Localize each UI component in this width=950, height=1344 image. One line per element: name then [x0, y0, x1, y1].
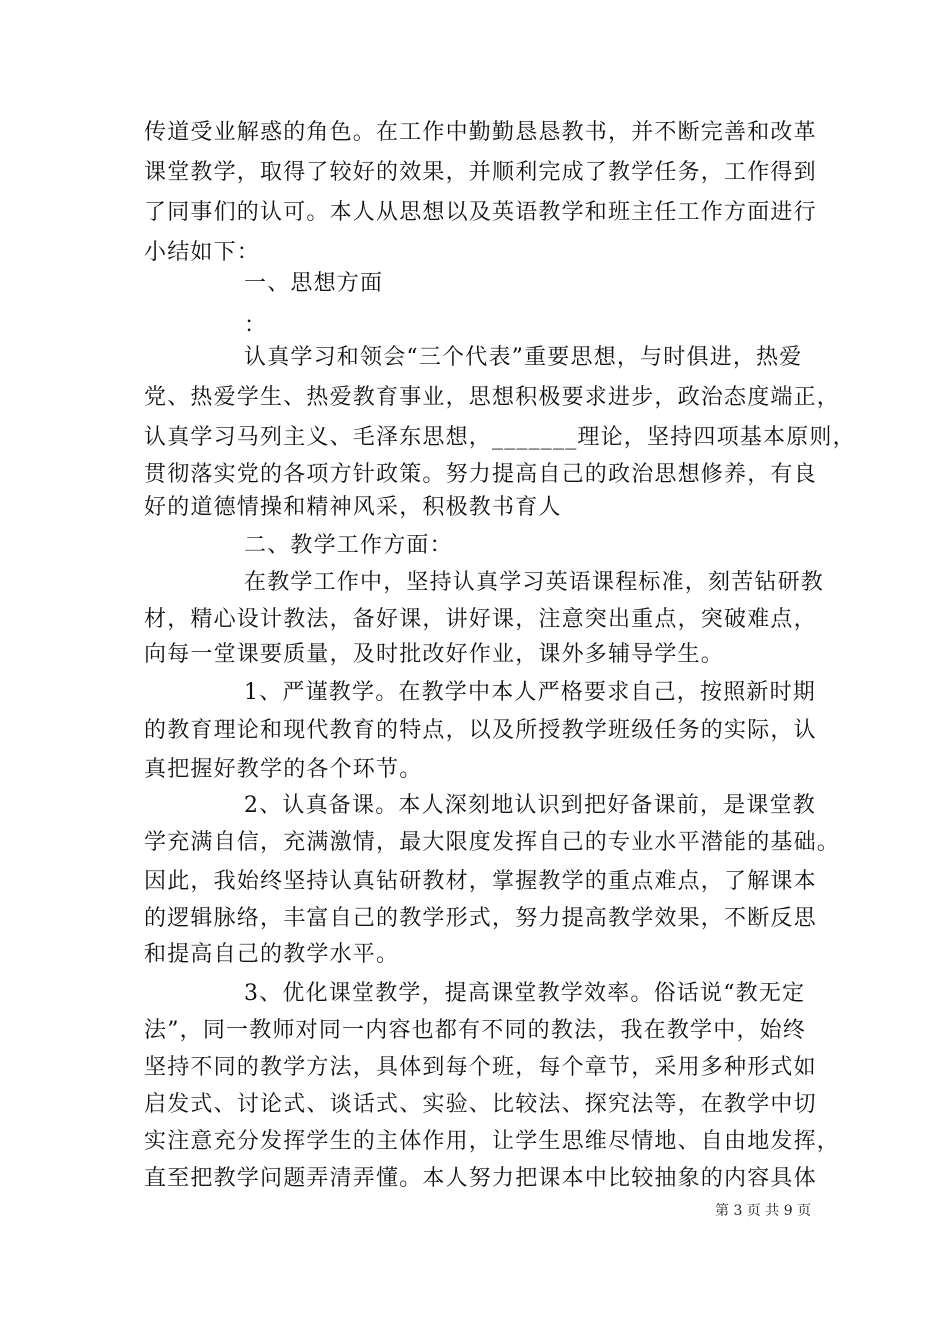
- body-line: 好的道德情操和精神风采，积极教书育人: [144, 495, 562, 520]
- body-line: 坚持不同的教学方法，具体到每个班，每个章节，采用多种形式如: [144, 1055, 817, 1080]
- body-line: 认真学习和领会“三个代表”重要思想，与时俱进，热爱: [244, 345, 803, 370]
- body-line: 认真学习马列主义、毛泽东思想，_______理论，坚持四项基本原则，: [144, 425, 856, 450]
- body-line: 1、严谨教学。在教学中本人严格要求自己，按照新时期: [244, 680, 816, 705]
- body-line: 2、认真备课。本人深刻地认识到把好备课前，是课堂教: [244, 793, 816, 818]
- body-line: 直至把教学问题弄清弄懂。本人努力把课本中比较抽象的内容具体: [144, 1166, 817, 1191]
- body-line: 党、热爱学生、热爱教育事业，思想积极要求进步，政治态度端正，: [144, 385, 841, 410]
- body-line: 课堂教学，取得了较好的效果，并顺利完成了教学任务，工作得到: [144, 160, 817, 185]
- body-line: 传道受业解惑的角色。在工作中勤勤恳恳教书，并不断完善和改革: [144, 120, 817, 145]
- body-line: 法”，同一教师对同一内容也都有不同的教法，我在教学中，始终: [144, 1018, 807, 1043]
- body-line: 材，精心设计教法，备好课，讲好课，注意突出重点，突破难点，: [144, 607, 817, 632]
- body-line: 真把握好教学的各个环节。: [144, 757, 423, 782]
- body-line: 贯彻落实党的各项方针政策。努力提高自己的政治思想修养，有良: [144, 462, 817, 487]
- body-line: 向每一堂课要质量，及时批改好作业，课外多辅导学生。: [144, 642, 725, 667]
- body-line: 的逻辑脉络，丰富自己的教学形式，努力提高教学效果，不断反思: [144, 906, 817, 931]
- body-line: 3、优化课堂教学，提高课堂教学效率。俗话说“教无定: [244, 981, 806, 1006]
- section-heading-thought: 一、思想方面: [244, 271, 384, 296]
- body-line: 了同事们的认可。本人从思想以及英语教学和班主任工作方面进行: [144, 200, 817, 225]
- section-heading-teaching: 二、教学工作方面：: [244, 533, 453, 558]
- body-line: 的教育理论和现代教育的特点，以及所授教学班级任务的实际，认: [144, 718, 817, 743]
- body-line: 启发式、讨论式、谈话式、实验、比较法、探究法等，在教学中切: [144, 1092, 817, 1117]
- body-line: ：: [244, 313, 268, 338]
- body-line: 实注意充分发挥学生的主体作用，让学生思维尽情地、自由地发挥，: [144, 1129, 841, 1154]
- body-line: 因此，我始终坚持认真钻研教材，掌握教学的重点难点，了解课本: [144, 869, 817, 894]
- page-number: 第 3 页 共 9 页: [715, 1203, 812, 1219]
- body-line: 在教学工作中，坚持认真学习英语课程标准，刻苦钻研教: [244, 570, 825, 595]
- body-line: 学充满自信，充满激情，最大限度发挥自己的专业水平潜能的基础。: [144, 830, 841, 855]
- body-line: 和提高自己的教学水平。: [144, 942, 400, 967]
- body-line: 小结如下：: [144, 240, 261, 265]
